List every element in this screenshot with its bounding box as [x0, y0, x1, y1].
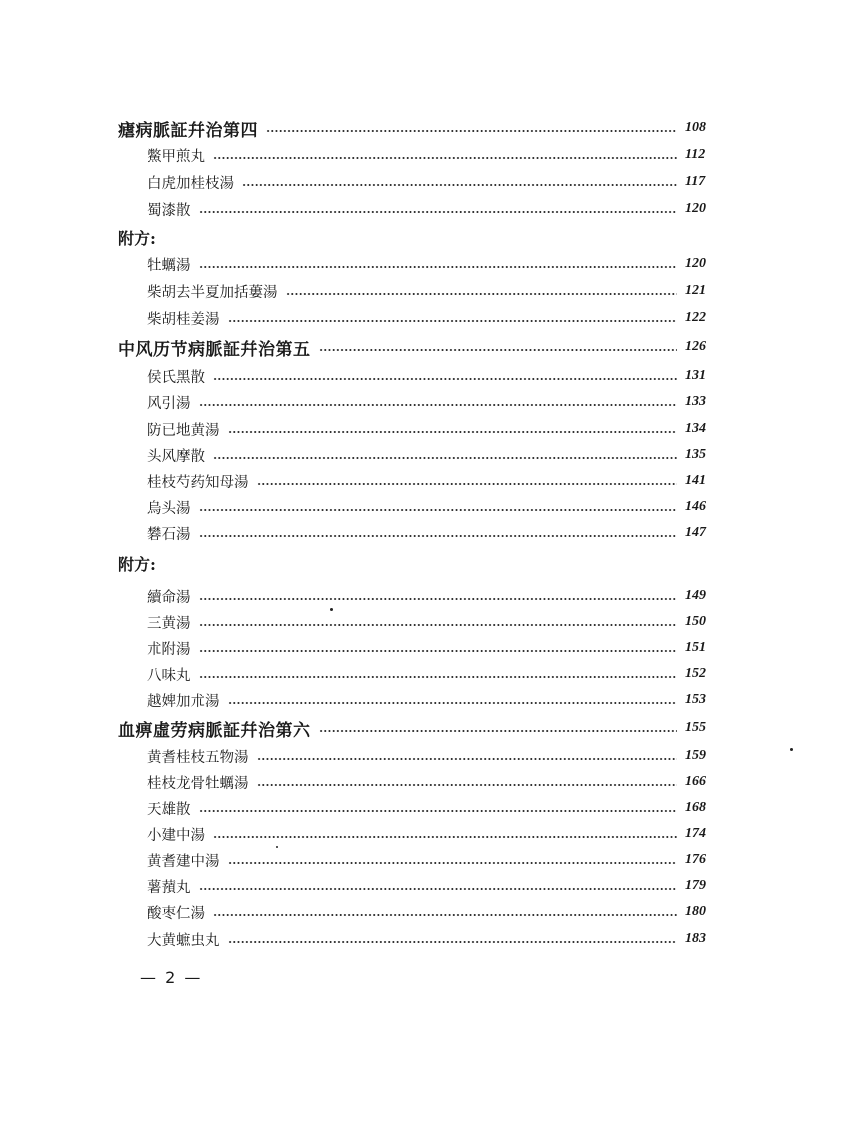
- toc-entry-row: [147, 416, 715, 442]
- dot-leader: [228, 941, 678, 943]
- toc-page-number: 159: [685, 748, 706, 763]
- toc-section-heading: [118, 224, 160, 250]
- toc-page-number: 117: [685, 174, 706, 189]
- dot-leader: [213, 914, 677, 916]
- scan-speck: [276, 846, 278, 848]
- toc-entry-row: [147, 442, 715, 468]
- dot-leader: [257, 483, 678, 485]
- toc-entry-row: [147, 278, 715, 304]
- toc-title: 中风历节病脈証幷治第五: [118, 339, 311, 360]
- toc-page-number: 151: [685, 640, 706, 655]
- toc-page-number: 174: [685, 826, 706, 841]
- dot-leader: [199, 624, 678, 626]
- dot-leader: [213, 836, 677, 838]
- toc-title: 黄耆桂枝五物湯: [147, 749, 249, 766]
- toc-page-number: 121: [685, 283, 706, 298]
- dot-leader: [199, 404, 678, 406]
- toc-page-number: 141: [685, 473, 706, 488]
- dot-leader: [213, 457, 677, 459]
- toc-entry-row: [147, 635, 715, 661]
- toc-entry-row: [147, 821, 715, 847]
- toc-page-number: 112: [685, 147, 706, 162]
- toc-chapter-row: [118, 715, 715, 741]
- dot-leader: [199, 676, 678, 678]
- toc-page-number: 133: [685, 394, 706, 409]
- toc-page-number: 149: [685, 588, 706, 603]
- toc-title: 侯氏黑散: [147, 369, 205, 386]
- dot-leader: [266, 130, 677, 132]
- toc-page-number: 146: [685, 499, 706, 514]
- toc-entry-row: [147, 687, 715, 713]
- toc-title: 防已地黄湯: [147, 422, 220, 439]
- toc-title: 大黄蟅虫丸: [147, 932, 220, 949]
- toc-title: 黄耆建中湯: [147, 853, 220, 870]
- toc-title: 蜀漆散: [147, 202, 191, 219]
- toc-title: 附方:: [118, 554, 156, 574]
- toc-title: 烏头湯: [147, 500, 191, 517]
- toc-page-number: 122: [685, 310, 706, 325]
- toc-page-number: 108: [685, 120, 706, 135]
- toc-entry-row: [147, 196, 715, 222]
- dot-leader: [319, 730, 678, 732]
- toc-title: 薯蕷丸: [147, 879, 191, 896]
- toc-title: 柴胡去半夏加括蔞湯: [147, 284, 278, 301]
- dot-leader: [199, 650, 678, 652]
- toc-entry-row: [147, 494, 715, 520]
- toc-chapter-row: [118, 334, 715, 360]
- toc-page-number: 135: [685, 447, 706, 462]
- toc-entry-row: [147, 661, 715, 687]
- toc-title: 朮附湯: [147, 641, 191, 658]
- toc-entry-row: [147, 142, 715, 168]
- dot-leader: [199, 598, 678, 600]
- toc-entry-row: [147, 305, 715, 331]
- dot-leader: [213, 157, 677, 159]
- dot-leader: [228, 431, 678, 433]
- dot-leader: [257, 758, 678, 760]
- toc-title: 天雄散: [147, 801, 191, 818]
- toc-title: 酸枣仁湯: [147, 905, 205, 922]
- toc-title: 鱉甲煎丸: [147, 148, 205, 165]
- dot-leader: [228, 702, 678, 704]
- dot-leader: [286, 293, 678, 295]
- toc-page-number: 120: [685, 201, 706, 216]
- toc-page-number: 166: [685, 774, 706, 789]
- dot-leader: [319, 349, 678, 351]
- toc-title: 小建中湯: [147, 827, 205, 844]
- toc-page-number: 180: [685, 904, 706, 919]
- toc-entry-row: [147, 926, 715, 952]
- dot-leader: [199, 509, 678, 511]
- dot-leader: [199, 211, 678, 213]
- toc-title: 柴胡桂姜湯: [147, 311, 220, 328]
- dot-leader: [213, 378, 677, 380]
- dot-leader: [199, 535, 678, 537]
- toc-entry-row: [147, 468, 715, 494]
- toc-title: 桂枝龙骨牡蠣湯: [147, 775, 249, 792]
- scan-speck: [330, 608, 333, 611]
- toc-page-number: 183: [685, 931, 706, 946]
- toc-page-number: 126: [685, 339, 706, 354]
- toc-entry-row: [147, 743, 715, 769]
- toc-title: 瘧病脈証幷治第四: [118, 120, 258, 141]
- dot-leader: [228, 862, 678, 864]
- toc-title: 桂枝芍药知母湯: [147, 474, 249, 491]
- toc-page-number: 168: [685, 800, 706, 815]
- page-number: — 2 —: [140, 968, 203, 987]
- toc-section-heading: [118, 550, 160, 576]
- dot-leader: [257, 784, 678, 786]
- toc-entry-row: [147, 795, 715, 821]
- toc-page-number: 152: [685, 666, 706, 681]
- toc-page-number: 134: [685, 421, 706, 436]
- toc-entry-row: [147, 520, 715, 546]
- toc-page-number: 120: [685, 256, 706, 271]
- toc-entry-row: [147, 769, 715, 795]
- toc-title: 附方:: [118, 228, 156, 248]
- toc-page-number: 179: [685, 878, 706, 893]
- toc-title: 八味丸: [147, 667, 191, 684]
- toc-entry-row: [147, 873, 715, 899]
- toc-entry-row: [147, 251, 715, 277]
- toc-title: 血痹虛劳病脈証幷治第六: [118, 720, 311, 741]
- toc-entry-row: [147, 847, 715, 873]
- scan-speck: [790, 748, 793, 751]
- toc-title: 礬石湯: [147, 526, 191, 543]
- toc-entry-row: [147, 899, 715, 925]
- toc-entry-row: [147, 609, 715, 635]
- toc-entry-row: [147, 169, 715, 195]
- toc-title: 白虎加桂枝湯: [147, 175, 234, 192]
- toc-title: 头风摩散: [147, 448, 205, 465]
- toc-page-number: 176: [685, 852, 706, 867]
- dot-leader: [199, 810, 678, 812]
- toc-title: 三黄湯: [147, 615, 191, 632]
- toc-page-number: 147: [685, 525, 706, 540]
- toc-title: 牡蠣湯: [147, 257, 191, 274]
- dot-leader: [199, 266, 678, 268]
- toc-chapter-row: [118, 115, 715, 141]
- toc-title: 續命湯: [147, 589, 191, 606]
- toc-entry-row: [147, 583, 715, 609]
- toc-entry-row: [147, 389, 715, 415]
- toc-page-number: 153: [685, 692, 706, 707]
- toc-page-number: 150: [685, 614, 706, 629]
- dot-leader: [199, 888, 678, 890]
- toc-page-number: 131: [685, 368, 706, 383]
- dot-leader: [242, 184, 677, 186]
- toc-page-number: 155: [685, 720, 706, 735]
- toc-title: 越婢加朮湯: [147, 693, 220, 710]
- toc-title: 风引湯: [147, 395, 191, 412]
- dot-leader: [228, 320, 678, 322]
- toc-entry-row: [147, 363, 715, 389]
